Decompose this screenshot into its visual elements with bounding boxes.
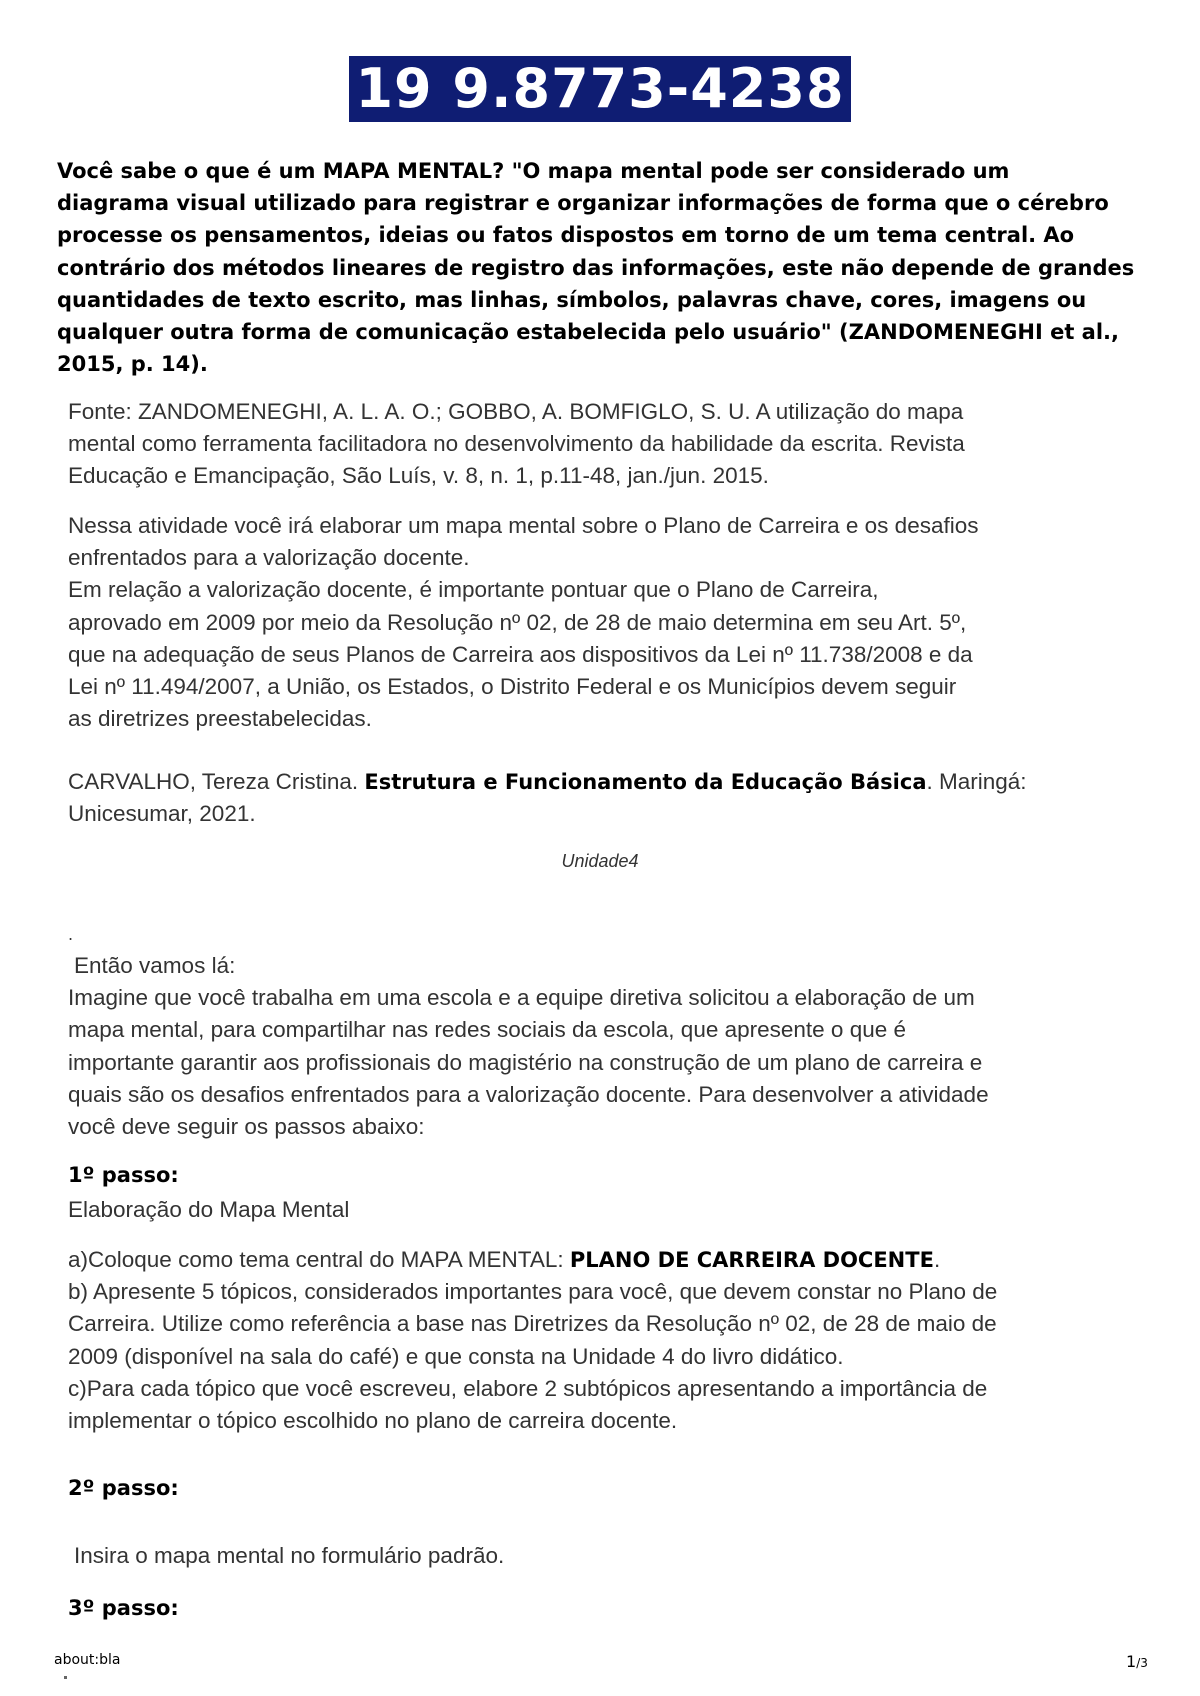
step-2-heading: 2º passo: [68, 1476, 179, 1500]
footer-mark [64, 1676, 67, 1679]
item-a-theme: PLANO DE CARREIRA DOCENTE [569, 1248, 934, 1272]
item-c-line: implementar o tópico escolhido no plano de carreira docente. [68, 1408, 678, 1434]
citation-line: Fonte: ZANDOMENEGHI, A. L. A. O.; GOBBO, A. BOMFIGLO, S. U. A utilização do mapa [68, 399, 964, 424]
activity-line: aprovado em 2009 por meio da Resolução nº 02, de 28 de maio determina em seu Art. 5º, [68, 609, 967, 635]
item-b-line: 2009 (disponível na sala do café) e que consta na Unidade 4 do livro didático. [68, 1343, 844, 1369]
unit-label: Unidade4 [561, 851, 639, 871]
step-3-heading: 3º passo: [68, 1596, 179, 1620]
activity-paragraph [68, 510, 1088, 735]
activity-line: as diretrizes preestabelecidas. [68, 706, 372, 732]
instructions-line: Imagine que você trabalha em uma escola e a equipe diretiva solicitou a elaboração de um [68, 985, 975, 1011]
intro-line: processe os pensamentos, ideias ou fatos dispostos em torno de um tema central. Ao [57, 223, 1075, 248]
intro-line: quantidades de texto escrito, mas linhas, símbolos, palavras chave, cores, imagens ou [57, 287, 1087, 312]
page-total: /3 [1136, 1656, 1148, 1670]
instructions-line: importante garantir aos profissionais do magistério na construção de um plano de carreira e [68, 1049, 983, 1075]
citation-line: Educação e Emancipação, São Luís, v. 8, n. 1, p.11-48, jan./jun. 2015. [68, 463, 769, 489]
activity-line: Nessa atividade você irá elaborar um mapa mental sobre o Plano de Carreira e os desafios [68, 513, 979, 538]
activity-line: que na adequação de seus Planos de Carreira aos dispositivos da Lei nº 11.738/2008 e da [68, 641, 973, 667]
reference-book-title: Estrutura e Funcionamento da Educação Básica [364, 770, 927, 794]
intro-line: contrário dos métodos lineares de registro das informações, este não depende de grandes [57, 255, 1135, 280]
source-citation [68, 396, 1068, 493]
footer-url: about:bla [54, 1652, 121, 1668]
item-a [68, 1244, 1098, 1276]
intro-line: Você sabe o que é um MAPA MENTAL? "O mapa mental pode ser considerado um [57, 159, 1010, 183]
step-1-items [68, 1244, 1098, 1437]
footer-page-number [1126, 1652, 1148, 1671]
activity-line: Em relação a valorização docente, é importante pontuar que o Plano de Carreira, [68, 577, 879, 603]
activity-line: enfrentados para a valorização docente. [68, 545, 470, 571]
instructions-line: quais são os desafios enfrentados para a valorização docente. Para desenvolver a atividade [68, 1081, 989, 1107]
reference-line [68, 766, 1088, 798]
item-a-end: . [933, 1247, 941, 1272]
instructions-line: você deve seguir os passos abaixo: [68, 1114, 425, 1140]
phone-banner-wrap [0, 56, 1200, 122]
item-c-line: c)Para cada tópico que você escreveu, elabore 2 subtópicos apresentando a importância de [68, 1375, 988, 1401]
item-b-line: b) Apresente 5 tópicos, considerados importantes para você, que devem constar no Plano de [68, 1279, 998, 1305]
item-a-text: a)Coloque como tema central do MAPA MENTAL: [68, 1247, 570, 1272]
citation-line: mental como ferramenta facilitadora no desenvolvimento da habilidade da escrita. Revista [68, 431, 965, 457]
reference-author: CARVALHO, Tereza Cristina. [68, 769, 365, 794]
reference-line: Unicesumar, 2021. [68, 801, 256, 827]
instructions-line: Então vamos lá: [74, 953, 236, 978]
phone-number-banner: 19 9.8773-4238 [349, 56, 850, 122]
intro-line: 2015, p. 14). [57, 352, 208, 377]
reference-publisher: . Maringá: [926, 769, 1027, 794]
instructions-paragraph [68, 950, 1088, 1143]
instructions-line: mapa mental, para compartilhar nas redes sociais da escola, que apresente o que é [68, 1017, 906, 1043]
step-1-subtitle: Elaboração do Mapa Mental [68, 1197, 350, 1222]
intro-line: qualquer outra forma de comunicação estabelecida pelo usuário" (ZANDOMENEGHI et al., [57, 320, 1119, 345]
step-2-text: Insira o mapa mental no formulário padrão. [74, 1543, 505, 1568]
intro-paragraph [57, 155, 1147, 380]
stray-dot: . [68, 925, 74, 944]
activity-line: Lei nº 11.494/2007, a União, os Estados, o Distrito Federal e os Municípios devem seguir [68, 674, 957, 700]
carvalho-reference [68, 766, 1088, 830]
step-1-heading: 1º passo: [68, 1163, 179, 1187]
page-current: 1 [1126, 1652, 1137, 1671]
intro-line: diagrama visual utilizado para registrar e organizar informações de forma que o cérebro [57, 191, 1109, 216]
item-b-line: Carreira. Utilize como referência a base nas Diretrizes da Resolução nº 02, de 28 de maio de [68, 1311, 997, 1337]
